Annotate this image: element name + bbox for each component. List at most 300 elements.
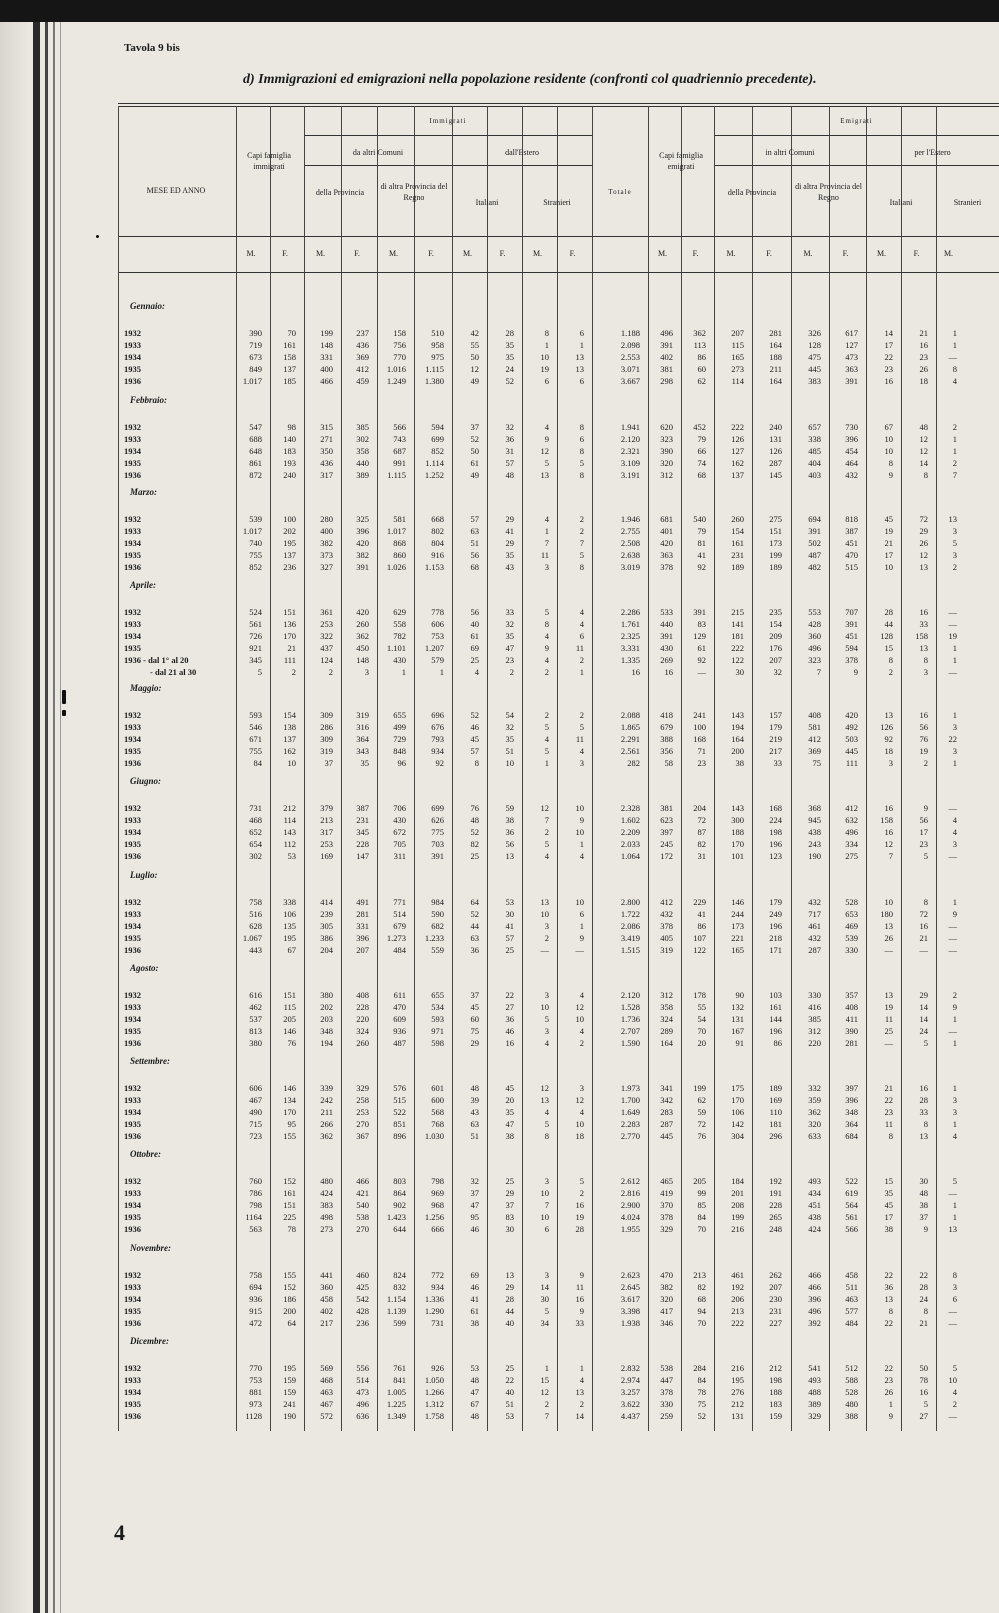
table-cell: 106 [283,909,296,919]
sex-header-f: F. [354,249,360,258]
table-cell: 140 [283,434,296,444]
table-cell: 382 [356,550,369,560]
table-cell: 44 [470,921,479,931]
table-cell: 198 [769,827,782,837]
table-cell: 202 [283,526,296,536]
table-cell: 1.256 [424,1212,444,1222]
table-cell: 21 [919,328,928,338]
table-cell: 159 [283,1375,296,1385]
table-cell: 418 [660,710,673,720]
sex-header-m: M. [315,249,326,258]
table-cell: 428 [808,619,821,629]
row-label: 1936 [124,1224,141,1234]
table-cell: 824 [393,1270,406,1280]
table-cell: 9 [952,1002,957,1012]
table-cell: 391 [660,340,673,350]
table-cell: 12 [884,839,893,849]
table-cell: 3 [544,990,549,1000]
table-cell: 112 [283,839,296,849]
table-cell: 14 [884,328,893,338]
table-cell: 124 [320,655,333,665]
table-cell: 141 [731,619,744,629]
table-cell: 220 [356,1014,369,1024]
table-cell: 2 [291,667,296,677]
rule-comuni [304,165,592,166]
table-cell: 36 [470,945,479,955]
table-cell: 13 [540,1095,549,1105]
table-row [0,1129,999,1144]
table-cell: 115 [731,340,744,350]
table-cell: 5 [923,1038,928,1048]
table-cell: 484 [393,945,406,955]
table-cell: 387 [356,803,369,813]
table-cell: 378 [660,921,673,931]
row-label: 1936 - dal 1° al 20 [124,655,189,665]
table-cell: 18 [919,376,928,386]
table-cell: 2.286 [620,607,640,617]
table-cell: 8 [474,758,479,768]
table-cell: 69 [470,643,479,653]
table-cell: 155 [283,1131,296,1141]
table-cell: 731 [431,1318,444,1328]
table-cell: 9 [888,1411,893,1421]
table-cell: 79 [697,526,706,536]
table-cell: 8 [579,562,584,572]
table-cell: 412 [845,803,858,813]
table-cell: 196 [769,921,782,931]
table-cell: 320 [660,1294,673,1304]
month-heading: Dicembre: [130,1336,169,1346]
table-cell: 9 [853,667,858,677]
row-label: 1936 [124,376,141,386]
table-cell: 13 [919,1131,928,1141]
table-cell: 331 [356,921,369,931]
table-cell: 387 [845,526,858,536]
table-cell: 57 [470,514,479,524]
table-cell: 419 [660,1188,673,1198]
table-cell: 46 [505,1026,514,1036]
table-cell: 253 [356,1107,369,1117]
table-cell: 465 [660,1176,673,1186]
table-cell: 15 [884,1176,893,1186]
table-cell: 487 [808,550,821,560]
row-label: 1935 [124,643,141,653]
table-cell: 2 [952,562,957,572]
table-cell: 1.602 [620,815,640,825]
table-cell: 2.291 [620,734,640,744]
table-cell: 70 [697,1224,706,1234]
table-cell: 388 [845,1411,858,1421]
table-cell: 576 [393,1083,406,1093]
table-cell: 49 [470,376,479,386]
table-cell: 441 [320,1270,333,1280]
table-cell: 633 [808,1131,821,1141]
table-cell: 20 [505,1095,514,1105]
table-cell: 16 [919,1387,928,1397]
table-cell: 159 [283,1387,296,1397]
table-cell: 2.900 [620,1200,640,1210]
table-cell: 1.649 [620,1107,640,1117]
table-cell: 86 [697,921,706,931]
table-cell: 110 [769,1107,782,1117]
table-cell: 53 [505,897,514,907]
table-cell: 572 [320,1411,333,1421]
table-cell: 11 [575,643,584,653]
table-cell: 771 [393,897,406,907]
table-cell: 78 [287,1224,296,1234]
table-cell: 778 [431,607,444,617]
table-cell: 2.612 [620,1176,640,1186]
table-cell: 472 [249,1318,262,1328]
table-cell: 95 [287,1119,296,1129]
table-cell: 666 [431,1224,444,1234]
table-cell: 7 [544,1411,549,1421]
table-cell: 652 [249,827,262,837]
table-cell: 270 [356,1119,369,1129]
table-cell: 51 [505,746,514,756]
table-cell: 212 [731,1399,744,1409]
table-cell: 1.207 [424,643,444,653]
row-label: 1932 [124,607,141,617]
table-cell: 1.026 [386,562,406,572]
table-cell: 138 [283,722,296,732]
table-cell: 396 [356,933,369,943]
table-cell: 2.770 [620,1131,640,1141]
table-cell: 21 [884,1083,893,1093]
table-cell: 222 [731,1318,744,1328]
row-label: 1934 [124,631,141,641]
row-label: 1933 [124,340,141,350]
table-cell: 655 [431,990,444,1000]
table-cell: 122 [731,655,744,665]
table-cell: 396 [356,526,369,536]
table-cell: 70 [287,328,296,338]
table-cell: 391 [693,607,706,617]
table-cell: 9 [888,470,893,480]
table-cell: 681 [660,514,673,524]
table-cell: 23 [505,655,514,665]
table-cell: 78 [919,1375,928,1385]
table-cell: 11 [575,734,584,744]
table-cell: 157 [769,710,782,720]
table-cell: 298 [660,376,673,386]
table-cell: 8 [923,897,928,907]
month-heading: Luglio: [130,870,158,880]
table-cell: 1 [439,667,444,677]
table-cell: 42 [470,328,479,338]
table-cell: 432 [808,933,821,943]
table-cell: 2.088 [620,710,640,720]
table-cell: 1.139 [386,1306,406,1316]
table-cell: 502 [808,538,821,548]
row-label: 1933 [124,526,141,536]
table-cell: 5 [579,1176,584,1186]
table-cell: 619 [845,1188,858,1198]
table-cell: 577 [845,1306,858,1316]
table-cell: 231 [731,550,744,560]
table-cell: 5 [579,550,584,560]
table-cell: 13 [505,1270,514,1280]
table-cell: 325 [356,514,369,524]
table-cell: 364 [356,734,369,744]
table-cell: — [948,1306,957,1316]
table-cell: 18 [884,746,893,756]
table-cell: 51 [505,1399,514,1409]
table-cell: 56 [505,839,514,849]
table-cell: 469 [845,921,858,931]
table-cell: 2.553 [620,352,640,362]
table-cell: 84 [697,1212,706,1222]
table-cell: 1 [952,446,957,456]
table-cell: 1 [579,921,584,931]
table-cell: 466 [320,376,333,386]
table-cell: 59 [505,803,514,813]
scan-speck [62,690,66,704]
table-cell: 61 [470,631,479,641]
table-cell: 2 [579,514,584,524]
table-cell: 1 [952,340,957,350]
table-cell: 468 [320,1375,333,1385]
sex-header-f: F. [692,249,699,258]
table-cell: 151 [283,990,296,1000]
table-cell: 881 [249,1387,262,1397]
table-cell: 231 [356,815,369,825]
table-cell: 123 [769,851,782,861]
table-cell: 1.946 [620,514,640,524]
table-cell: 48 [505,470,514,480]
table-cell: 2.120 [620,990,640,1000]
table-cell: 599 [393,1318,406,1328]
table-cell: 23 [697,758,706,768]
table-cell: 396 [808,1294,821,1304]
table-cell: 72 [697,1119,706,1129]
table-cell: 164 [769,376,782,386]
table-cell: 3 [544,562,549,572]
table-cell: 229 [693,897,706,907]
table-cell: 13 [884,1294,893,1304]
table-cell: 804 [431,538,444,548]
table-cell: 183 [283,446,296,456]
table-cell: 717 [808,909,821,919]
table-cell: 36 [884,1282,893,1292]
table-cell: 95 [470,1212,479,1222]
row-label: 1935 [124,1306,141,1316]
table-cell: 56 [919,815,928,825]
table-cell: 487 [393,1038,406,1048]
da-altri-comuni-header: da altri Comuni [352,148,404,157]
table-cell: 729 [393,734,406,744]
table-cell: 401 [660,526,673,536]
table-cell: 212 [283,803,296,813]
table-cell: 38 [735,758,744,768]
table-cell: 7 [544,1200,549,1210]
table-cell: 35 [505,352,514,362]
table-row [0,943,999,958]
table-cell: 33 [505,607,514,617]
table-cell: 241 [693,710,706,720]
table-cell: 1.017 [242,376,262,386]
table-cell: 196 [769,1026,782,1036]
table-cell: 470 [393,1002,406,1012]
table-cell: 450 [356,643,369,653]
row-label: 1935 [124,1399,141,1409]
table-cell: 896 [393,1131,406,1141]
table-cell: — [948,933,957,943]
table-cell: 3 [364,667,369,677]
table-cell: 309 [320,710,333,720]
table-cell: 936 [393,1026,406,1036]
table-cell: 195 [283,1363,296,1373]
table-cell: 579 [431,655,444,665]
table-cell: 8 [888,1131,893,1141]
table-cell: 10 [575,827,584,837]
table-cell: 158 [393,328,406,338]
table-cell: 11 [575,1282,584,1292]
table-cell: 6 [544,1224,549,1234]
table-cell: 83 [697,619,706,629]
table-cell: 12 [919,446,928,456]
sex-header-f: F. [842,249,849,258]
table-cell: 3 [952,839,957,849]
table-cell: 581 [808,722,821,732]
table-cell: 38 [505,1131,514,1141]
table-cell: 327 [320,562,333,572]
table-cell: 15 [540,1375,549,1385]
table-cell: 1.973 [620,1083,640,1093]
table-cell: 673 [249,352,262,362]
table-cell: 654 [249,839,262,849]
table-cell: 35 [360,758,369,768]
table-cell: 755 [249,550,262,560]
table-cell: 454 [845,446,858,456]
table-cell: 438 [808,1212,821,1222]
row-label: 1936 [124,1318,141,1328]
table-cell: 851 [393,1119,406,1129]
table-cell: 4 [579,851,584,861]
table-cell: 1.153 [424,562,444,572]
table-cell: 10 [505,758,514,768]
table-cell: 1.016 [386,364,406,374]
table-cell: 402 [320,1306,333,1316]
table-cell: 373 [320,550,333,560]
table-cell: 275 [845,851,858,861]
rule-comuni [714,165,999,166]
table-cell: 13 [575,364,584,374]
table-cell: 715 [249,1119,262,1129]
table-cell: 623 [660,815,673,825]
table-cell: 322 [320,631,333,641]
table-cell: 7 [888,851,893,861]
table-cell: 848 [393,746,406,756]
table-cell: 228 [769,1200,782,1210]
table-cell: 3 [952,722,957,732]
row-label: 1934 [124,1107,141,1117]
sex-header-m: M. [388,249,399,258]
table-cell: 5 [952,1363,957,1373]
table-cell: 10 [540,352,549,362]
table-cell: 211 [769,364,782,374]
table-cell: 12 [470,364,479,374]
table-cell: 2 [888,667,893,677]
table-cell: 19 [540,364,549,374]
table-cell: 179 [769,897,782,907]
table-cell: 48 [470,815,479,825]
table-cell: 473 [845,352,858,362]
table-cell: 23 [884,1107,893,1117]
table-cell: 23 [919,839,928,849]
table-cell: 203 [320,1014,333,1024]
totale-header: Totale [608,188,632,196]
table-cell: 100 [283,514,296,524]
table-cell: 540 [356,1200,369,1210]
table-cell: 8 [923,655,928,665]
table-cell: 414 [320,897,333,907]
table-cell: 207 [769,1282,782,1292]
table-cell: 280 [320,514,333,524]
table-cell: 49 [470,470,479,480]
in-altri-comuni-header: in altri Comuni [765,148,815,157]
table-cell: 217 [769,746,782,756]
table-cell: 553 [808,607,821,617]
table-cell: 8 [579,446,584,456]
table-cell: 16 [884,827,893,837]
table-cell: 68 [470,562,479,572]
table-cell: 329 [808,1411,821,1421]
table-cell: 151 [769,526,782,536]
table-cell: 158 [283,352,296,362]
table-cell: 204 [693,803,706,813]
table-cell: 329 [356,1083,369,1093]
table-cell: 315 [320,422,333,432]
table-cell: 485 [808,446,821,456]
table-cell: 18 [575,1131,584,1141]
table-cell: 493 [808,1176,821,1186]
table-cell: 461 [731,1270,744,1280]
table-cell: 158 [915,631,928,641]
table-cell: 76 [919,734,928,744]
table-cell: 207 [356,945,369,955]
table-cell: 432 [845,470,858,480]
table-cell: 382 [660,1282,673,1292]
month-heading: Gennaio: [130,301,166,311]
table-cell: 37 [505,1200,514,1210]
table-cell: 14 [919,1014,928,1024]
table-cell: 1.722 [620,909,640,919]
table-cell: 362 [808,1107,821,1117]
table-cell: 181 [769,1119,782,1129]
table-cell: 629 [393,607,406,617]
table-cell: 350 [320,446,333,456]
table-cell: 2.638 [620,550,640,560]
table-cell: 594 [431,422,444,432]
table-cell: 55 [470,340,479,350]
table-cell: 19 [919,746,928,756]
table-cell: 25 [470,851,479,861]
table-cell: 356 [660,746,673,756]
table-cell: 1.761 [620,619,640,629]
table-cell: 10 [287,758,296,768]
table-cell: 408 [356,990,369,1000]
table-cell: 16 [664,667,673,677]
row-label: 1932 [124,1363,141,1373]
table-cell: 5 [952,538,957,548]
table-cell: 424 [320,1188,333,1198]
rule-immigrati [304,135,592,136]
table-cell: 459 [356,376,369,386]
table-cell: 451 [845,631,858,641]
table-cell: 926 [431,1363,444,1373]
table-cell: 171 [769,945,782,955]
